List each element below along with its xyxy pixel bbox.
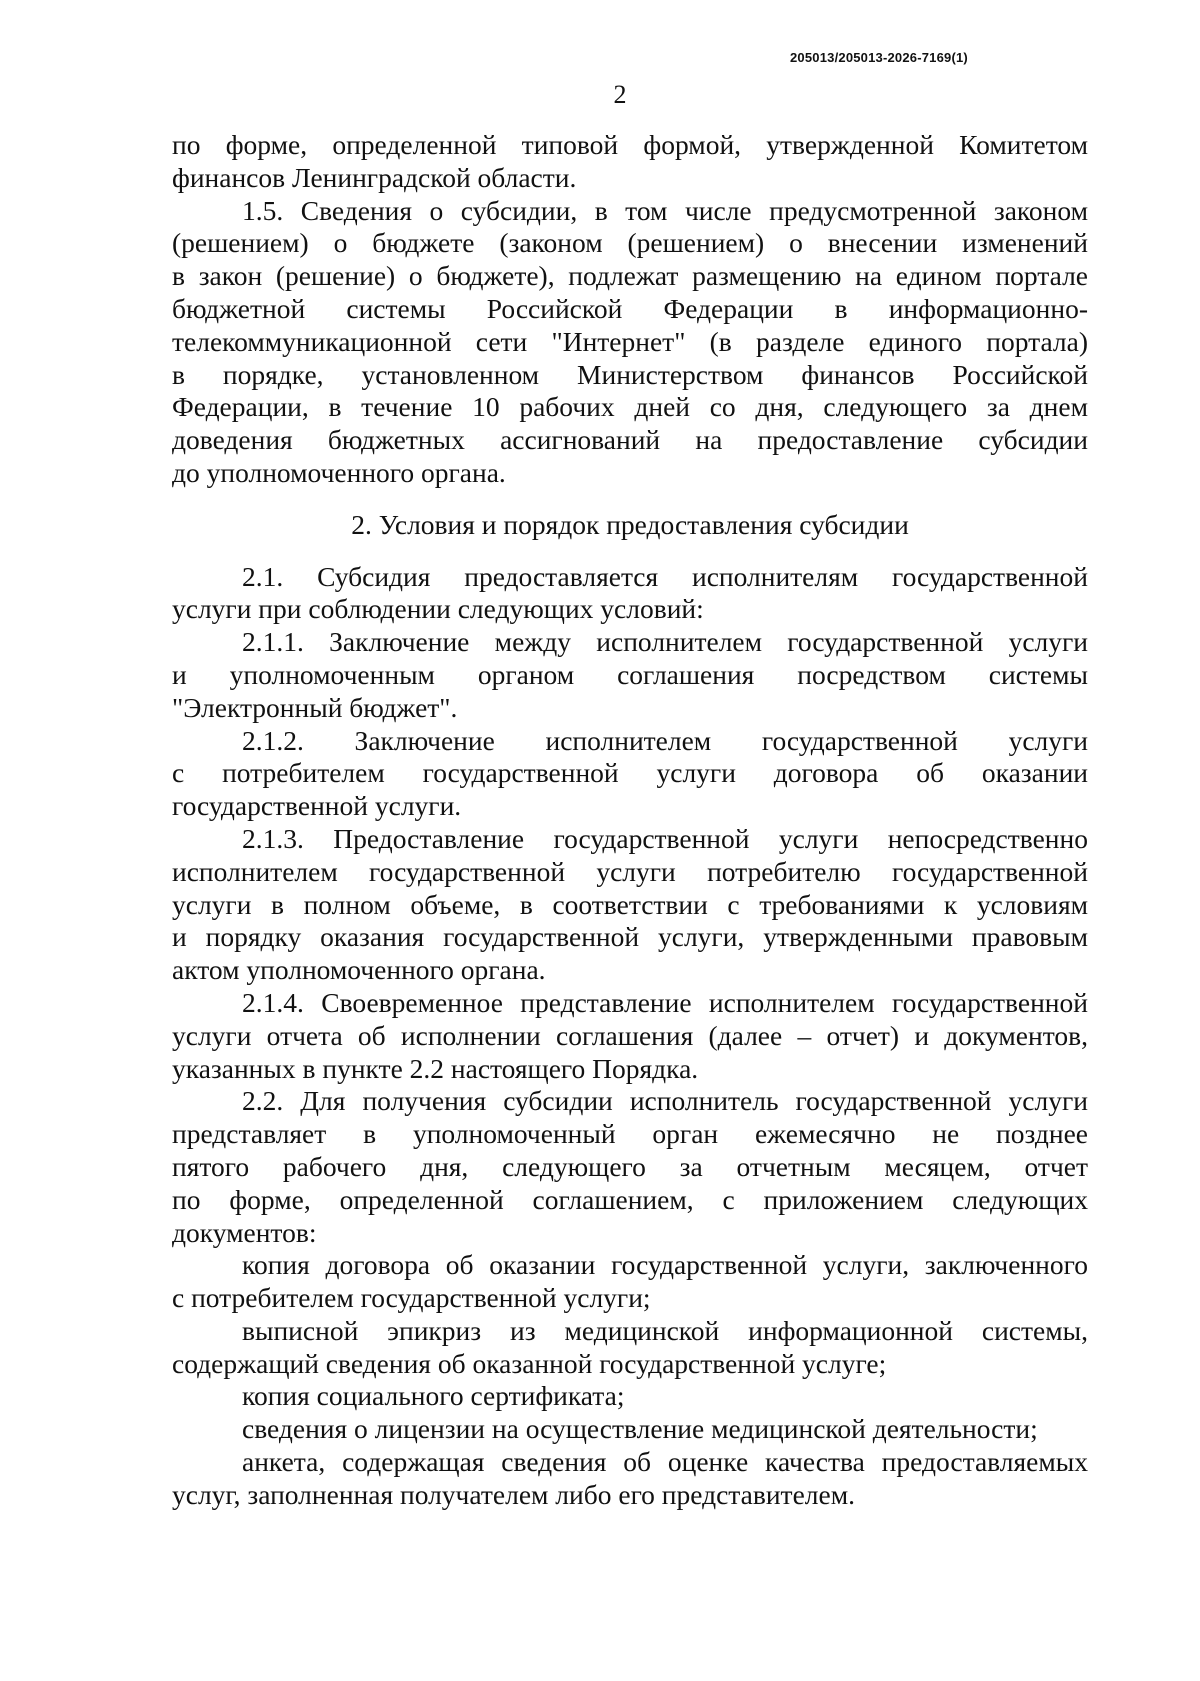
- text-line: бюджетной системы Российской Федерации в информационно-: [172, 292, 1088, 324]
- text-line: копия социального сертификата;: [242, 1380, 625, 1412]
- text-line: услуги в полном объеме, в соответствии с требованиями к условиям: [172, 888, 1088, 920]
- text-line: содержащий сведения об оказанной государственной услуге;: [172, 1347, 887, 1379]
- text-line: в закон (решение) о бюджете), подлежат размещению на едином портале: [172, 260, 1088, 292]
- text-line: 2.1.4. Своевременное представление исполнителем государственной: [242, 986, 1088, 1018]
- text-line: указанных в пункте 2.2 настоящего Порядка.: [172, 1052, 699, 1084]
- text-line: услуги при соблюдении следующих условий:: [172, 593, 704, 625]
- text-line: государственной услуги.: [172, 790, 462, 822]
- text-line: с потребителем государственной услуги договора об оказании: [172, 757, 1088, 789]
- text-line: актом уполномоченного органа.: [172, 954, 546, 986]
- text-line: и уполномоченным органом соглашения посредством системы: [172, 658, 1088, 690]
- text-line: исполнителем государственной услуги потребителю государственной: [172, 855, 1088, 887]
- text-line: копия договора об оказании государственной услуги, заключенного: [242, 1249, 1088, 1281]
- text-line: выписной эпикриз из медицинской информационной системы,: [242, 1314, 1088, 1346]
- text-line: услуг, заполненная получателем либо его представителем.: [172, 1478, 855, 1510]
- text-line: "Электронный бюджет".: [172, 691, 458, 723]
- text-line: 2.1. Субсидия предоставляется исполнителям государственной: [242, 560, 1088, 592]
- text-line: Федерации, в течение 10 рабочих дней со дня, следующего за днем: [172, 391, 1088, 423]
- text-line: 1.5. Сведения о субсидии, в том числе предусмотренной законом: [242, 194, 1088, 226]
- text-line: финансов Ленинградской области.: [172, 161, 577, 193]
- text-line: и порядку оказания государственной услуги, утвержденными правовым: [172, 921, 1088, 953]
- text-line: услуги отчета об исполнении соглашения (далее – отчет) и документов,: [172, 1019, 1088, 1051]
- text-line: 2.1.2. Заключение исполнителем государственной услуги: [242, 724, 1088, 756]
- text-line: (решением) о бюджете (законом (решением) о внесении изменений: [172, 227, 1088, 259]
- text-line: пятого рабочего дня, следующего за отчетным месяцем, отчет: [172, 1150, 1088, 1182]
- text-line: представляет в уполномоченный орган ежемесячно не позднее: [172, 1118, 1088, 1150]
- text-line: доведения бюджетных ассигнований на предоставление субсидии: [172, 424, 1088, 456]
- text-line: 2.1.3. Предоставление государственной услуги непосредственно: [242, 822, 1088, 854]
- text-line: по форме, определенной типовой формой, утвержденной Комитетом: [172, 129, 1088, 160]
- text-line: документов:: [172, 1216, 317, 1248]
- document-id: 205013/205013-2026-7169(1): [790, 50, 968, 65]
- text-line: анкета, содержащая сведения об оценке качества предоставляемых: [242, 1446, 1088, 1478]
- page-number: 2: [613, 80, 627, 109]
- text-line: сведения о лицензии на осуществление медицинской деятельности;: [242, 1413, 1038, 1445]
- text-line: 2.2. Для получения субсидии исполнитель государственной услуги: [242, 1085, 1088, 1117]
- text-line: по форме, определенной соглашением, с приложением следующих: [172, 1183, 1088, 1215]
- text-line: с потребителем государственной услуги;: [172, 1282, 651, 1314]
- document-body: [172, 129, 1088, 1512]
- text-line: в порядке, установленном Министерством финансов Российской: [172, 358, 1088, 390]
- text-line: телекоммуникационной сети "Интернет" (в разделе единого портала): [172, 325, 1088, 357]
- text-line: до уполномоченного органа.: [172, 456, 506, 488]
- text-line: 2.1.1. Заключение между исполнителем государственной услуги: [242, 626, 1088, 658]
- section-heading: 2. Условия и порядок предоставления субсидии: [351, 508, 909, 540]
